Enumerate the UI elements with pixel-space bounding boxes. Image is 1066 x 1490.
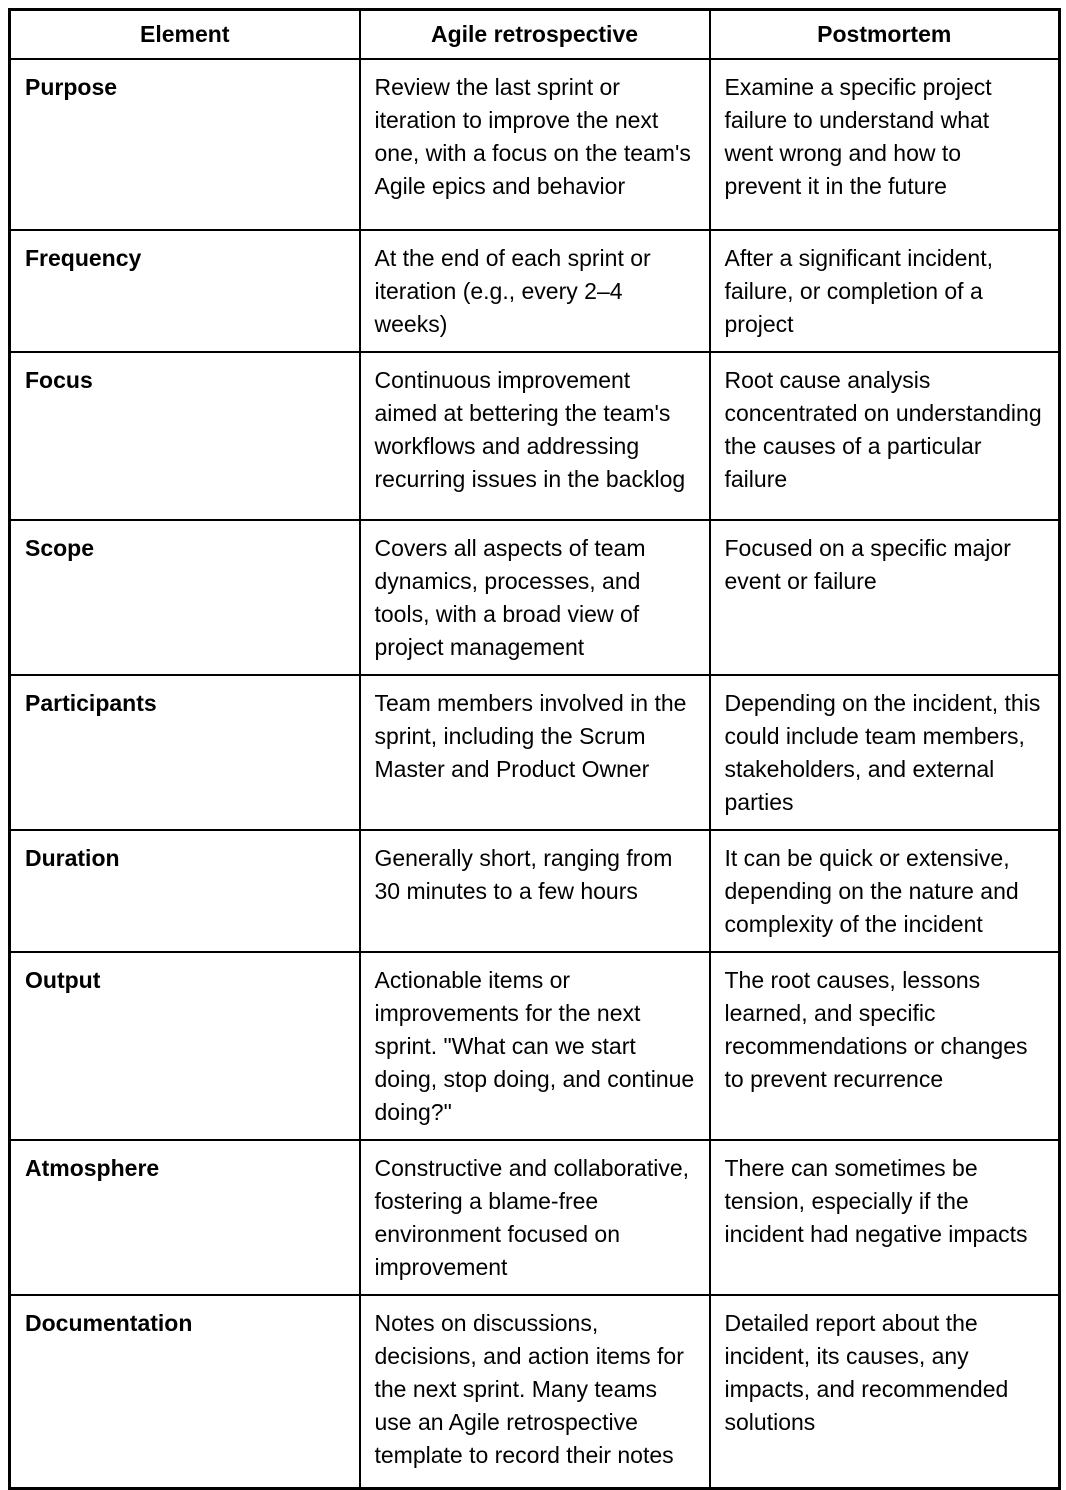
column-header-postmortem: Postmortem — [710, 10, 1060, 59]
row-label-focus: Focus — [10, 352, 360, 520]
cell-duration-postmortem: It can be quick or extensive, depending on the nature and complexity of the incident — [710, 830, 1060, 952]
column-header-agile-retrospective: Agile retrospective — [360, 10, 710, 59]
table-row-frequency — [10, 230, 1060, 352]
cell-frequency-postmortem: After a significant incident, failure, or completion of a project — [710, 230, 1060, 352]
table-row-focus — [10, 352, 1060, 520]
cell-output-agile: Actionable items or improvements for the next sprint. "What can we start doing, stop doing, and continue doing?" — [360, 952, 710, 1140]
cell-purpose-agile: Review the last sprint or iteration to improve the next one, with a focus on the team's Agile epics and behavior — [360, 59, 710, 230]
cell-scope-postmortem: Focused on a specific major event or failure — [710, 520, 1060, 675]
table-row-output — [10, 952, 1060, 1140]
column-header-element: Element — [10, 10, 360, 59]
cell-purpose-postmortem: Examine a specific project failure to understand what went wrong and how to prevent it in the future — [710, 59, 1060, 230]
cell-documentation-agile: Notes on discussions, decisions, and action items for the next sprint. Many teams use an Agile retrospective template to record their notes — [360, 1295, 710, 1489]
row-label-participants: Participants — [10, 675, 360, 830]
table-row-duration — [10, 830, 1060, 952]
cell-output-postmortem: The root causes, lessons learned, and specific recommendations or changes to prevent recurrence — [710, 952, 1060, 1140]
table-row-documentation — [10, 1295, 1060, 1489]
row-label-output: Output — [10, 952, 360, 1140]
cell-focus-postmortem: Root cause analysis concentrated on understanding the causes of a particular failure — [710, 352, 1060, 520]
row-label-frequency: Frequency — [10, 230, 360, 352]
table-row-purpose — [10, 59, 1060, 230]
cell-atmosphere-postmortem: There can sometimes be tension, especially if the incident had negative impacts — [710, 1140, 1060, 1295]
table-row-atmosphere — [10, 1140, 1060, 1295]
row-label-atmosphere: Atmosphere — [10, 1140, 360, 1295]
cell-atmosphere-agile: Constructive and collaborative, fostering a blame-free environment focused on improvement — [360, 1140, 710, 1295]
retrospective-vs-postmortem-table — [8, 8, 1061, 1490]
row-label-scope: Scope — [10, 520, 360, 675]
row-label-duration: Duration — [10, 830, 360, 952]
header-row — [10, 10, 1060, 59]
table-row-scope — [10, 520, 1060, 675]
row-label-documentation: Documentation — [10, 1295, 360, 1489]
table-row-participants — [10, 675, 1060, 830]
row-label-purpose: Purpose — [10, 59, 360, 230]
cell-scope-agile: Covers all aspects of team dynamics, processes, and tools, with a broad view of project management — [360, 520, 710, 675]
cell-focus-agile: Continuous improvement aimed at bettering the team's workflows and addressing recurring issues in the backlog — [360, 352, 710, 520]
cell-participants-agile: Team members involved in the sprint, including the Scrum Master and Product Owner — [360, 675, 710, 830]
cell-documentation-postmortem: Detailed report about the incident, its causes, any impacts, and recommended solutions — [710, 1295, 1060, 1489]
cell-participants-postmortem: Depending on the incident, this could include team members, stakeholders, and external parties — [710, 675, 1060, 830]
cell-frequency-agile: At the end of each sprint or iteration (e.g., every 2–4 weeks) — [360, 230, 710, 352]
cell-duration-agile: Generally short, ranging from 30 minutes to a few hours — [360, 830, 710, 952]
